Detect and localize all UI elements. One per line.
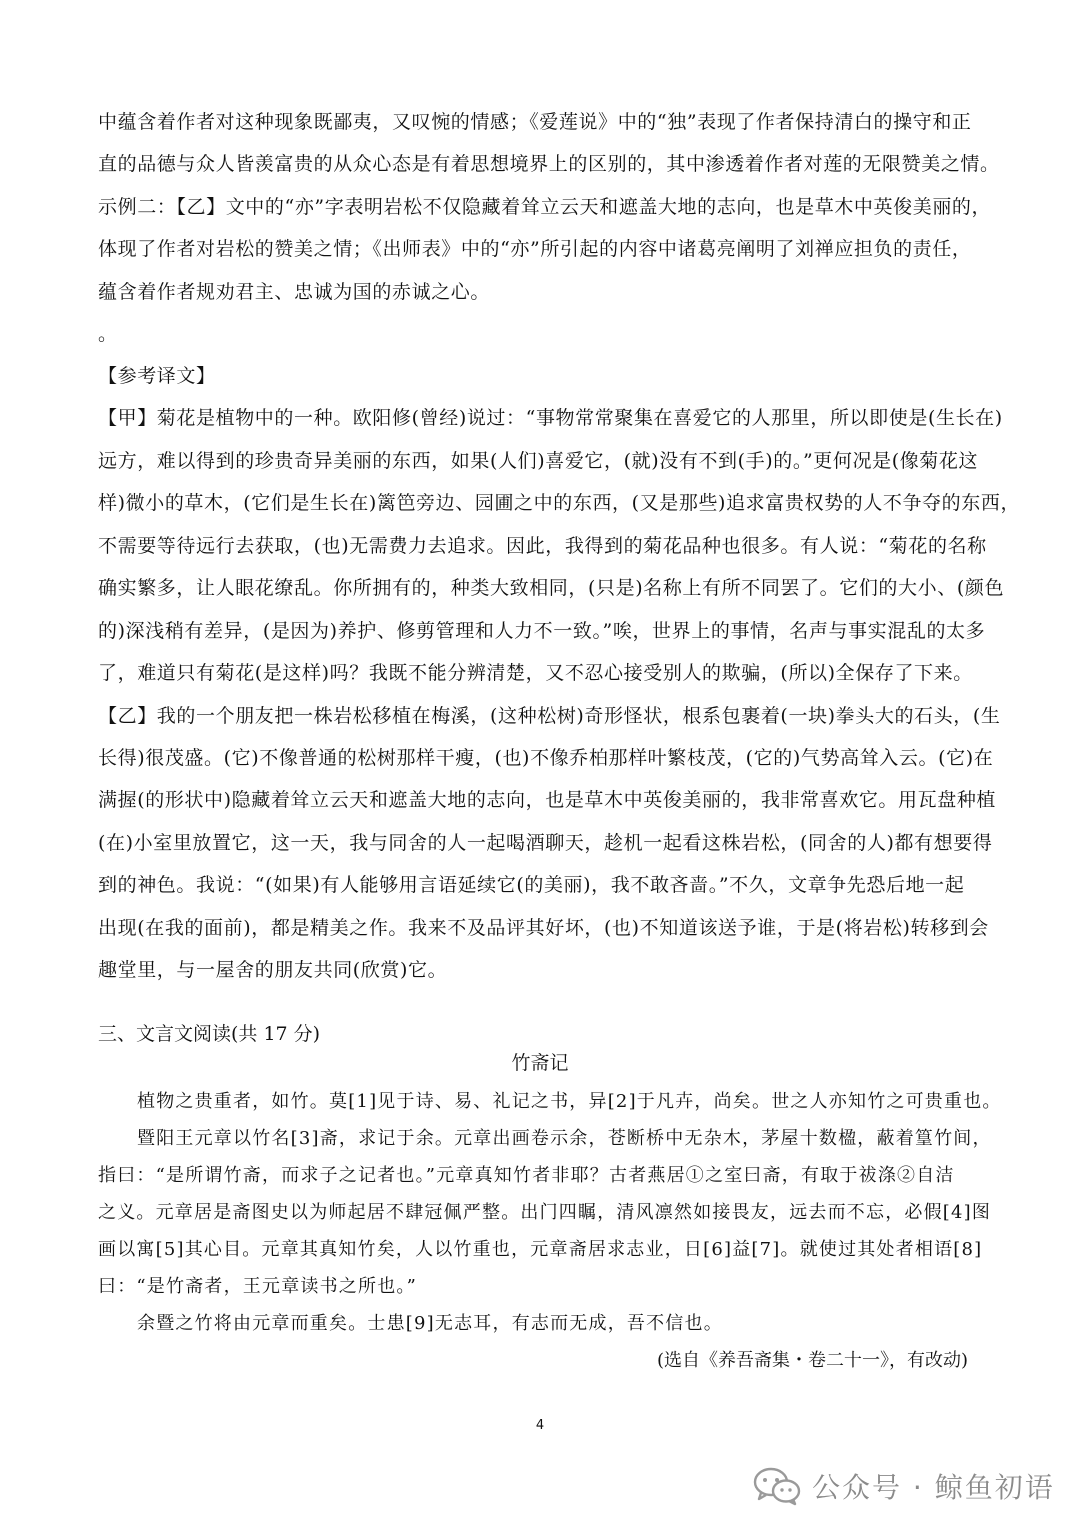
section-label-reference-translation: 【参考译文】: [98, 365, 216, 387]
page-number: 4: [535, 1418, 545, 1433]
paragraph-line: 确实繁多，让人眼花缭乱。你所拥有的，种类大致相同，(只是)名称上有所不同罢了。它们的大小、(颜色: [98, 577, 1005, 599]
passage-line: 之义。元章居是斋图史以为师起居不肆冠佩严整。出门四瞩，清风凛然如接畏友，远去而不忘，必假[4]图: [98, 1202, 992, 1223]
paragraph-line: 的)深浅稍有差异，(是因为)养护、修剪管理和人力不一致。”唉，世界上的事情，名声与事实混乱的太多: [98, 620, 986, 642]
paragraph-line: 长得)很茂盛。(它)不像普通的松树那样干瘦，(也)不像乔柏那样叶繁枝茂，(它的)气势高耸入云。(它)在: [98, 747, 994, 769]
passage-title: 竹斋记: [511, 1052, 569, 1074]
paragraph-line: 中蕴含着作者对这种现象既鄙夷，又叹惋的情感；《爱莲说》中的“独”表现了作者保持清白的操守和正: [98, 111, 972, 133]
paragraph-line: 体现了作者对岩松的赞美之情；《出师表》中的“亦”所引起的内容中诸葛亮阐明了刘禅应担负的责任，: [98, 238, 972, 260]
paragraph-line: (在)小室里放置它，这一天，我与同舍的人一起喝酒聊天，趁机一起看这株岩松，(同舍的人)都有想要得: [98, 832, 993, 854]
paragraph-line: 远方，难以得到的珍贵奇异美丽的东西，如果(人们)喜爱它，(就)没有不到(手)的。”更何况是(像菊花这: [98, 450, 979, 472]
paragraph-line: 满握(的形状中)隐藏着耸立云天和遮盖大地的志向，也是草木中英俊美丽的，我非常喜欢它。用瓦盘种植: [98, 789, 997, 811]
paragraph-line: 到的神色。我说：“(如果)有人能够用言语延续它(的美丽)，我不敢吝啬。”不久，文章争先恐后地一起: [98, 874, 965, 896]
section-heading: 三、文言文阅读(共 17 分): [98, 1023, 321, 1045]
passage-line: 指曰：“是所谓竹斋，而求子之记者也。”元章真知竹者非耶？古者燕居①之室曰斋，有取于祓涤②自洁: [98, 1165, 955, 1186]
passage-line: 暨阳王元章以竹名[3]斋，求记于余。元章出画卷示余，苍断桥中无杂木，茅屋十数楹，蔽着篁竹间，: [137, 1128, 992, 1149]
wechat-icon: [752, 1466, 802, 1506]
passage-line: 余暨之竹将由元章而重矣。士患[9]无志耳，有志而无成，吾不信也。: [137, 1313, 723, 1334]
paragraph-line: 示例二：【乙】文中的“亦”字表明岩松不仅隐藏着耸立云天和遮盖大地的志向，也是草木中英俊美丽的，: [98, 196, 992, 218]
passage-source: (选自《养吾斋集・卷二十一》，有改动): [656, 1350, 968, 1371]
passage-line: 曰：“是竹斋者，王元章读书之所也。”: [98, 1276, 418, 1297]
paragraph-line: 【甲】菊花是植物中的一种。欧阳修(曾经)说过：“事物常常聚集在喜爱它的人那里，所以即使是(生长在): [98, 407, 1003, 429]
watermark-text: 公众号 · 鲸鱼初语: [812, 1471, 1055, 1504]
passage-line: 画以寓[5]其心目。元章其真知竹矣，人以竹重也，元章斋居求志业，日[6]益[7]。就使过其处者相语[8]: [98, 1239, 983, 1260]
paragraph-line: 直的品德与众人皆羡富贵的从众心态是有着思想境界上的区别的，其中渗透着作者对莲的无限赞美之情。: [98, 153, 1000, 175]
passage-line: 植物之贵重者，如竹。莫[1]见于诗、易、礼记之书，异[2]于凡卉，尚矣。世之人亦知竹之可贵重也。: [137, 1091, 1002, 1112]
paragraph-line: 【乙】我的一个朋友把一株岩松移植在梅溪，(这种松树)奇形怪状，根系包裹着(一块)拳头大的石头，(生: [98, 705, 1001, 727]
paragraph-line: 蕴含着作者规劝君主、忠诚为国的赤诚之心。: [98, 281, 491, 303]
paragraph-line: 了，难道只有菊花(是这样)吗？我既不能分辨清楚，又不忍心接受别人的欺骗，(所以)全保存了下来。: [98, 662, 973, 684]
paragraph-line: 不需要等待远行去获取，(也)无需费力去追求。因此，我得到的菊花品种也很多。有人说：“菊花的名称: [98, 535, 987, 557]
paragraph-line: 出现(在我的面前)，都是精美之作。我来不及品评其好坏，(也)不知道该送予谁，于是(将岩松)转移到会: [98, 917, 989, 939]
watermark: [752, 1462, 1055, 1510]
paragraph-line: 样)微小的草木，(它们是生长在)篱笆旁边、园圃之中的东西，(又是那些)追求富贵权势的人不争夺的东西，: [98, 492, 1021, 514]
paragraph-line: 趣堂里，与一屋舍的朋友共同(欣赏)它。: [98, 959, 448, 981]
paragraph-line: 。: [98, 323, 118, 345]
